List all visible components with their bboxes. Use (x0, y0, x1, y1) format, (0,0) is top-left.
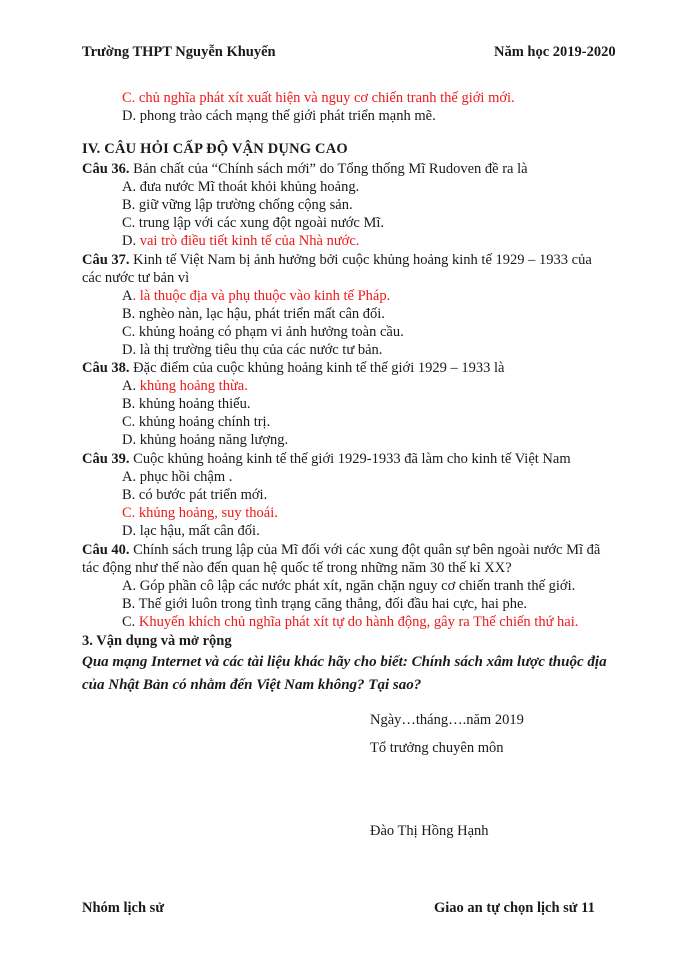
footer-right: Giao an tự chọn lịch sử 11 (434, 900, 595, 916)
footer-left: Nhóm lịch sử (82, 900, 165, 916)
signature-date: Ngày…tháng….năm 2019 (370, 712, 524, 728)
question-37-cont: các nước tư bản vì (82, 270, 190, 286)
q37-option-b: B. nghèo nàn, lạc hậu, phát triển mất cân đối. (122, 306, 385, 322)
q38-option-c: C. khủng hoảng chính trị. (122, 414, 271, 430)
header-school: Trường THPT Nguyễn Khuyến (82, 44, 276, 60)
section-3-prompt-1: Qua mạng Internet và các tài liệu khác hãy cho biết: Chính sách xâm lược thuộc địa (82, 654, 607, 670)
q36-option-d: D. vai trò điều tiết kinh tế của Nhà nước. (122, 233, 360, 249)
q37-option-d: D. là thị trường tiêu thụ của các nước tư bản. (122, 342, 383, 358)
question-40-cont: tác động như thế nào đến quan hệ quốc tế trong những năm 30 thế kỉ XX? (82, 560, 512, 576)
question-37: Câu 37. Kinh tế Việt Nam bị ảnh hưởng bởi cuộc khủng hoảng kinh tế 1929 – 1933 của (82, 252, 592, 268)
q36-option-a: A. đưa nước Mĩ thoát khỏi khủng hoảng. (122, 179, 360, 195)
signature-name: Đào Thị Hồng Hạnh (370, 823, 489, 839)
q37-option-a: A. là thuộc địa và phụ thuộc vào kinh tế Pháp. (122, 288, 391, 304)
q39-option-b: B. có bước pát triển mới. (122, 487, 268, 503)
q39-option-a: A. phục hồi chậm . (122, 469, 233, 485)
question-39: Câu 39. Cuộc khủng hoảng kinh tế thế giới 1929-1933 đã làm cho kinh tế Việt Nam (82, 451, 571, 467)
q40-option-b: B. Thế giới luôn trong tình trạng căng thẳng, đối đầu hai cực, hai phe. (122, 596, 528, 612)
q38-option-b: B. khủng hoảng thiếu. (122, 396, 251, 412)
q39-option-d: D. lạc hậu, mất cân đối. (122, 523, 260, 539)
q40-option-a: A. Góp phần cô lập các nước phát xít, ngăn chặn nguy cơ chiến tranh thế giới. (122, 578, 576, 594)
q37-option-c: C. khủng hoảng có phạm vi ảnh hưởng toàn cầu. (122, 324, 404, 340)
q36-option-c: C. trung lập với các xung đột ngoài nước Mĩ. (122, 215, 384, 231)
q40-option-c: C. Khuyến khích chủ nghĩa phát xít tự do hành động, gây ra Thế chiến thứ hai. (122, 614, 579, 630)
prev-option-d: D. phong trào cách mạng thế giới phát triển mạnh mẽ. (122, 108, 436, 124)
question-36: Câu 36. Bản chất của “Chính sách mới” do Tổng thống Mĩ Rudoven đề ra là (82, 161, 528, 177)
question-38: Câu 38. Đặc điểm của cuộc khủng hoảng kinh tế thế giới 1929 – 1933 là (82, 360, 505, 376)
prev-option-c: C. chủ nghĩa phát xít xuất hiện và nguy cơ chiến tranh thế giới mới. (122, 90, 515, 106)
section-3-prompt-2: của Nhật Bản có nhằm đến Việt Nam không? Tại sao? (82, 677, 422, 693)
q38-option-d: D. khủng hoảng năng lượng. (122, 432, 289, 448)
section-iv-heading: IV. CÂU HỎI CẤP ĐỘ VẬN DỤNG CAO (82, 141, 348, 157)
section-3-heading: 3. Vận dụng và mở rộng (82, 633, 232, 649)
signature-role: Tổ trưởng chuyên môn (370, 740, 504, 756)
q36-option-b: B. giữ vững lập trường chống cộng sản. (122, 197, 353, 213)
q38-option-a: A. khủng hoảng thừa. (122, 378, 248, 394)
question-40: Câu 40. Chính sách trung lập của Mĩ đối với các xung đột quân sự bên ngoài nước Mĩ đã (82, 542, 601, 558)
header-year: Năm học 2019-2020 (494, 44, 616, 60)
q39-option-c: C. khủng hoảng, suy thoái. (122, 505, 278, 521)
